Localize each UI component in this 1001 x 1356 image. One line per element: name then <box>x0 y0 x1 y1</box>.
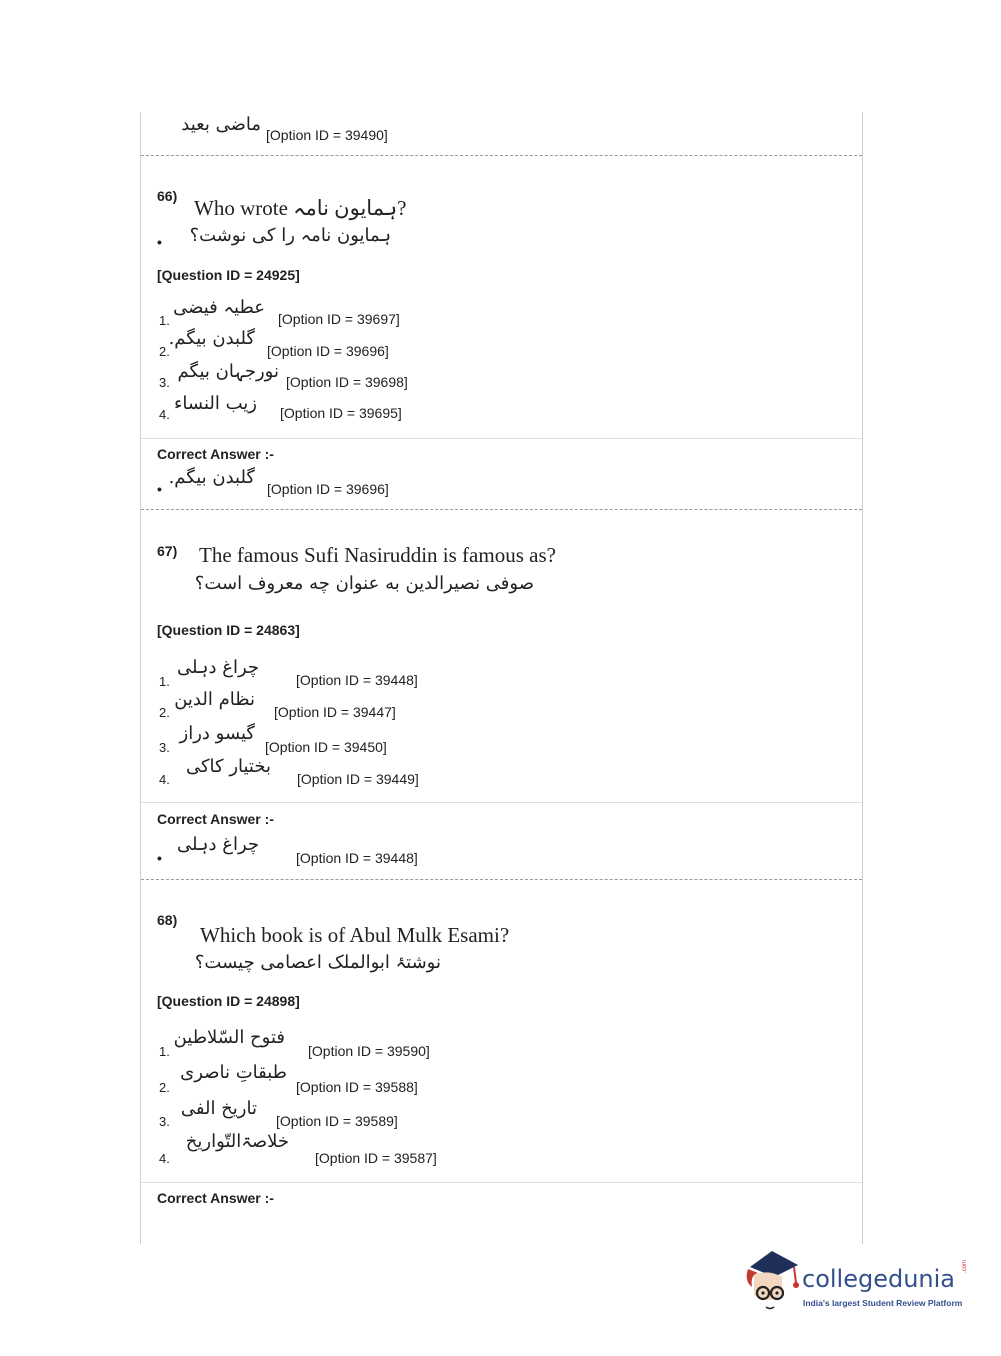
logo-dotcom: .com <box>962 1259 968 1273</box>
option-urdu: گیسو دراز <box>179 723 255 744</box>
question-divider <box>141 879 862 880</box>
option-urdu: بختیار کاکی <box>185 756 271 777</box>
option-number: 3. <box>159 375 170 390</box>
correct-answer-label: Correct Answer :- <box>157 1190 274 1206</box>
question-urdu-text: ہمایون نامہ را کی نوشت؟ <box>189 225 391 246</box>
top-answer-option-id: [Option ID = 39490] <box>266 127 388 143</box>
option-number: 2. <box>159 344 170 359</box>
option-urdu: فتوح السّلاطین <box>173 1027 285 1048</box>
correct-answer-option-id: [Option ID = 39696] <box>267 481 389 497</box>
logo-brand-text: collegedunia <box>802 1265 956 1293</box>
question-urdu-text: نوشتۂ ابوالملک اعصامی چیست؟ <box>194 952 441 973</box>
option-number: 4. <box>159 407 170 422</box>
correct-answer-label: Correct Answer :- <box>157 446 274 462</box>
correct-answer-label: Correct Answer :- <box>157 811 274 827</box>
option-id: [Option ID = 39590] <box>308 1043 430 1059</box>
option-number: 1. <box>159 313 170 328</box>
option-urdu: نظام الدین <box>174 689 255 710</box>
logo-tagline: India's largest Student Review Platform <box>803 1298 963 1308</box>
question-number: 68) <box>157 912 178 928</box>
answer-bullet: • <box>157 850 162 866</box>
option-number: 2. <box>159 705 170 720</box>
question-urdu-text: صوفی نصیرالدین به عنوان چه معروف است؟ <box>194 573 534 594</box>
option-urdu: نورجہان بیگم <box>177 361 279 382</box>
option-urdu: طبقاتِ ناصری <box>180 1062 287 1083</box>
top-answer-urdu: ماضی بعید <box>181 114 261 135</box>
mascot-icon <box>742 1247 802 1313</box>
section-divider <box>141 438 862 439</box>
option-number: 4. <box>159 1151 170 1166</box>
option-number: 2. <box>159 1080 170 1095</box>
question-english-text: Which book is of Abul Mulk Esami? <box>200 923 510 947</box>
section-divider <box>141 1182 862 1183</box>
option-number: 3. <box>159 740 170 755</box>
option-id: [Option ID = 39698] <box>286 374 408 390</box>
option-urdu: عطیہ فیضی <box>173 297 265 318</box>
option-number: 4. <box>159 772 170 787</box>
option-urdu: چراغ دہلی <box>176 657 259 678</box>
question-id: [Question ID = 24863] <box>157 622 300 638</box>
option-id: [Option ID = 39696] <box>267 343 389 359</box>
option-id: [Option ID = 39448] <box>296 672 418 688</box>
question-number: 67) <box>157 543 178 559</box>
collegedunia-logo <box>742 1247 972 1317</box>
section-divider <box>141 802 862 803</box>
option-id: [Option ID = 39589] <box>276 1113 398 1129</box>
answer-bullet: • <box>157 234 162 250</box>
question-english-text: Who wrote ہمایون نامہ? <box>194 196 407 220</box>
option-number: 1. <box>159 674 170 689</box>
option-id: [Option ID = 39695] <box>280 405 402 421</box>
option-number: 3. <box>159 1114 170 1129</box>
question-divider <box>141 155 862 156</box>
option-id: [Option ID = 39697] <box>278 311 400 327</box>
option-id: [Option ID = 39449] <box>297 771 419 787</box>
option-urdu: گلبدن بیگم. <box>168 328 255 349</box>
answer-bullet: • <box>157 481 162 497</box>
question-id: [Question ID = 24925] <box>157 267 300 283</box>
question-id: [Question ID = 24898] <box>157 993 300 1009</box>
correct-answer-option-id: [Option ID = 39448] <box>296 850 418 866</box>
option-urdu: زیب النساء <box>173 393 257 414</box>
option-number: 1. <box>159 1044 170 1059</box>
option-urdu: خلاصۃالتّواریخ <box>185 1131 289 1152</box>
correct-answer-urdu: چراغ دہلی <box>176 834 259 855</box>
question-number: 66) <box>157 188 178 204</box>
question-paper-sheet <box>140 112 863 1244</box>
option-id: [Option ID = 39447] <box>274 704 396 720</box>
option-urdu: تاریخ الفی <box>180 1098 257 1119</box>
option-id: [Option ID = 39450] <box>265 739 387 755</box>
question-divider <box>141 509 862 510</box>
option-id: [Option ID = 39587] <box>315 1150 437 1166</box>
question-english-text: The famous Sufi Nasiruddin is famous as? <box>199 543 556 567</box>
correct-answer-urdu: گلبدن بیگم. <box>168 467 255 488</box>
option-id: [Option ID = 39588] <box>296 1079 418 1095</box>
